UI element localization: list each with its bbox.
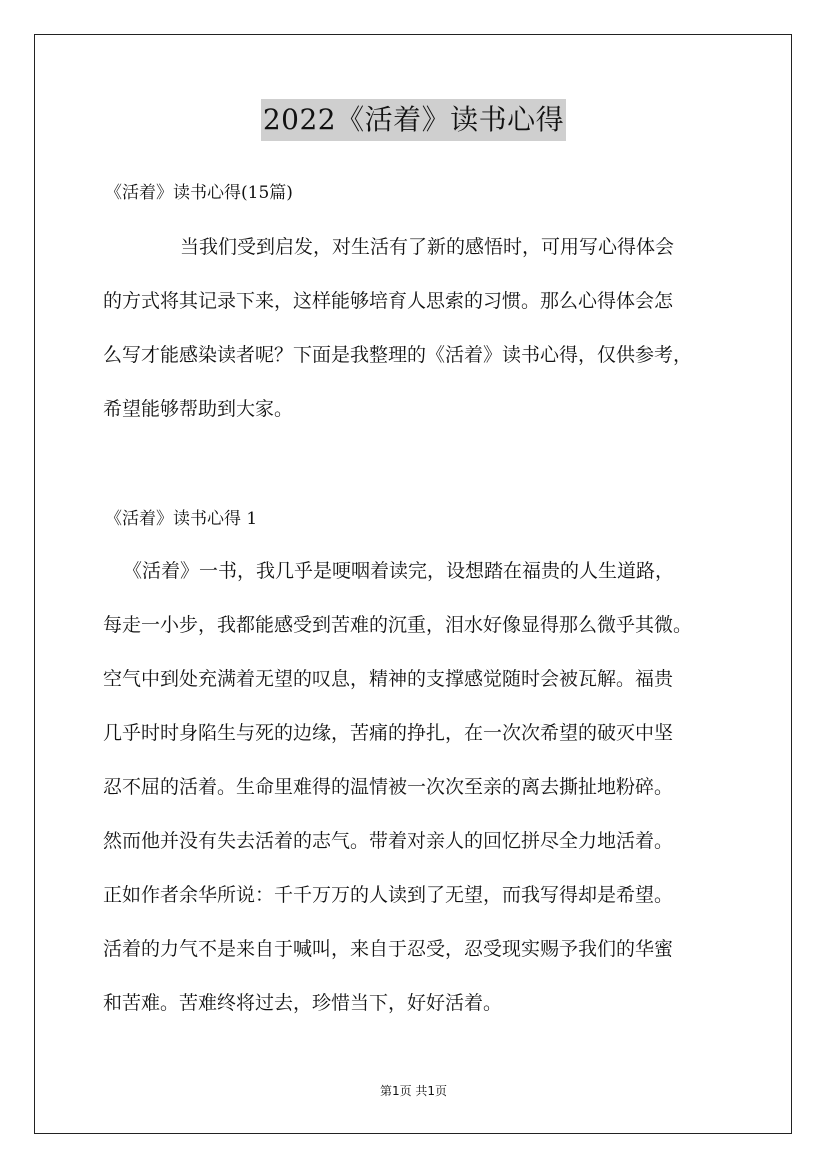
intro-line: 的方式将其记录下来，这样能够培育人思索的习惯。那么心得体会怎 — [103, 290, 674, 312]
intro-line: 么写才能感染读者呢？下面是我整理的《活着》读书心得，仅供参考， — [103, 344, 693, 366]
section-line: 空气中到处充满着无望的叹息，精神的支撑感觉随时会被瓦解。福贵 — [103, 668, 674, 690]
intro-line: 当我们受到启发，对生活有了新的感悟时，可用写心得体会 — [180, 236, 675, 258]
intro-line: 希望能够帮助到大家。 — [103, 398, 294, 420]
page-footer: 第1页 共1页 — [379, 1084, 448, 1098]
section-line: 几乎时时身陷生与死的边缘，苦痛的挣扎，在一次次希望的破灭中坚 — [103, 722, 674, 744]
document-subtitle: 《活着》读书心得(15篇) — [105, 183, 293, 203]
section-line: 每走一小步，我都能感受到苦难的沉重，泪水好像显得那么微乎其微。 — [103, 614, 693, 636]
document-title: 2022《活着》读书心得 — [261, 99, 566, 141]
section-line: 忍不屈的活着。生命里难得的温情被一次次至亲的离去撕扯地粉碎。 — [103, 776, 674, 798]
section-heading: 《活着》读书心得 1 — [105, 509, 258, 529]
title-container — [0, 99, 827, 141]
section-line: 然而他并没有失去活着的志气。带着对亲人的回忆拼尽全力地活着。 — [103, 830, 674, 852]
section-line: 正如作者余华所说：千千万万的人读到了无望，而我写得却是希望。 — [103, 884, 674, 906]
section-line: 和苦难。苦难终将过去，珍惜当下，好好活着。 — [103, 992, 503, 1014]
section-line: 活着的力气不是来自于喊叫，来自于忍受，忍受现实赐予我们的华蜜 — [103, 938, 674, 960]
section-line: 《活着》一书，我几乎是哽咽着读完，设想踏在福贵的人生道路， — [123, 560, 675, 582]
